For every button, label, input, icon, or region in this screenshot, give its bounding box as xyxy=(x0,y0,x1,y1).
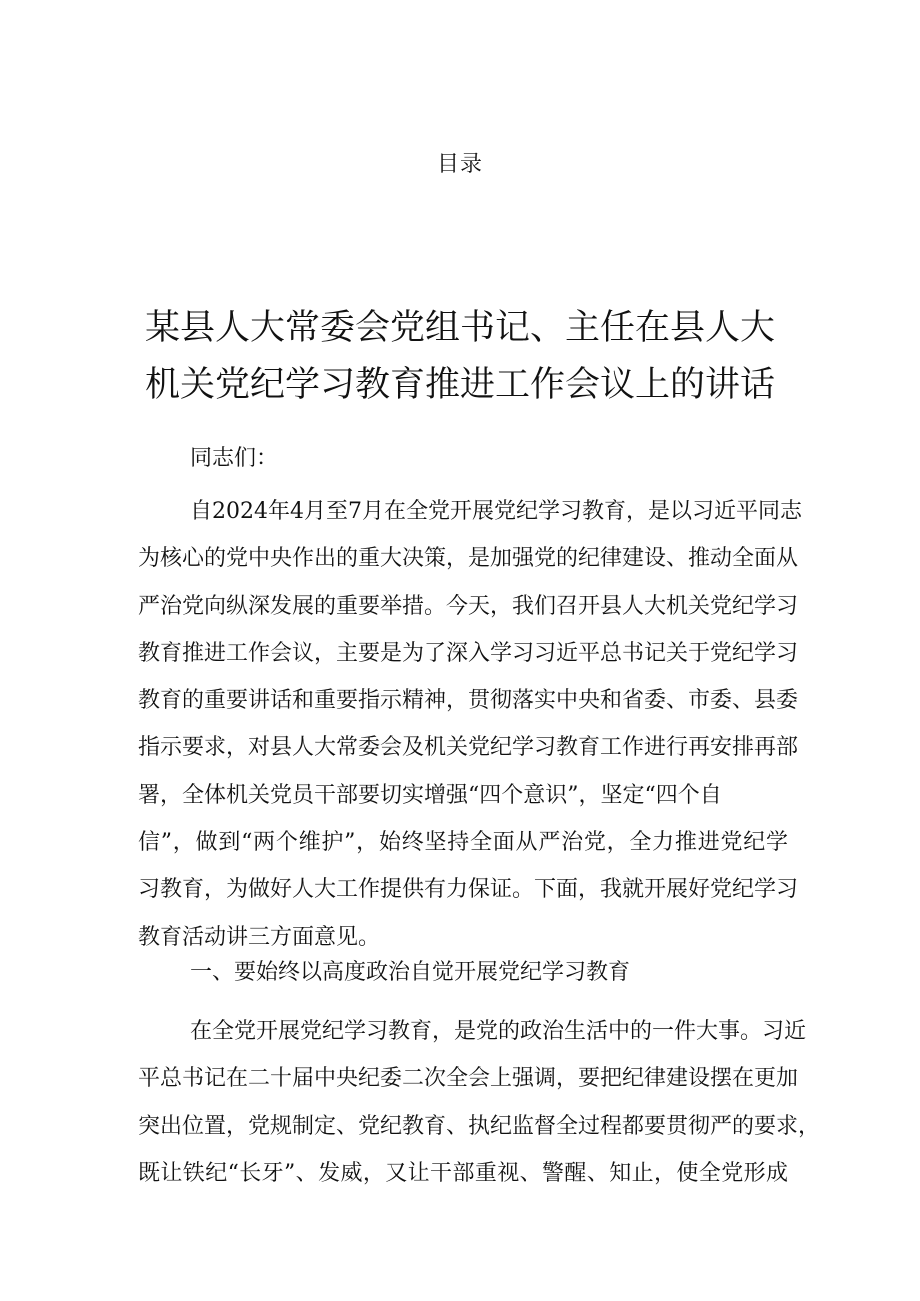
paragraph-2 xyxy=(138,1008,821,1197)
paragraph-line: 为核心的党中央作出的重大决策，是加强党的纪律建设、推动全面从 xyxy=(138,546,799,572)
paragraph-line: 教育活动讲三方面意见。 xyxy=(138,924,381,950)
paragraph-1 xyxy=(138,488,802,961)
paragraph-line: 署，全体机关党员干部要切实增强“四个意识”，坚定“四个自 xyxy=(138,782,722,808)
paragraph-line: 自2024年4月至7月在全党开展党纪学习教育，是以习近平同志 xyxy=(190,499,802,524)
speech-title-line-2: 机关党纪学习教育推进工作会议上的讲话 xyxy=(144,365,775,405)
paragraph-line: 突出位置，党规制定、党纪教育、执纪监督全过程都要贯彻严的要求， xyxy=(138,1113,821,1139)
paragraph-line: 指示要求，对县人大常委会及机关党纪学习教育工作进行再安排再部 xyxy=(138,735,799,761)
section-heading-1: 一、要始终以高度政治自觉开展党纪学习教育 xyxy=(190,960,631,985)
paragraph-line: 在全党开展党纪学习教育，是党的政治生活中的一件大事。习近 xyxy=(190,1019,807,1044)
paragraph-line: 平总书记在二十届中央纪委二次全会上强调，要把纪律建设摆在更加 xyxy=(138,1066,799,1092)
paragraph-line: 教育推进工作会议，主要是为了深入学习习近平总书记关于党纪学习 xyxy=(138,640,799,666)
speech-title xyxy=(130,300,790,414)
greeting: 同志们： xyxy=(190,446,279,471)
paragraph-line: 既让铁纪“长牙”、发威，又让干部重视、警醒、知止，使全党形成 xyxy=(138,1160,788,1186)
toc-heading: 目录 xyxy=(436,152,483,177)
paragraph-line: 严治党向纵深发展的重要举措。今天，我们召开县人大机关党纪学习 xyxy=(138,593,799,619)
paragraph-line: 信”，做到“两个维护”，始终坚持全面从严治党，全力推进党纪学 xyxy=(138,830,788,856)
paragraph-line: 习教育，为做好人大工作提供有力保证。下面，我就开展好党纪学习 xyxy=(138,877,799,903)
paragraph-line: 教育的重要讲话和重要指示精神，贯彻落实中央和省委、市委、县委 xyxy=(138,688,799,714)
speech-title-line-1: 某县人大常委会党组书记、主任在县人大 xyxy=(144,308,775,348)
